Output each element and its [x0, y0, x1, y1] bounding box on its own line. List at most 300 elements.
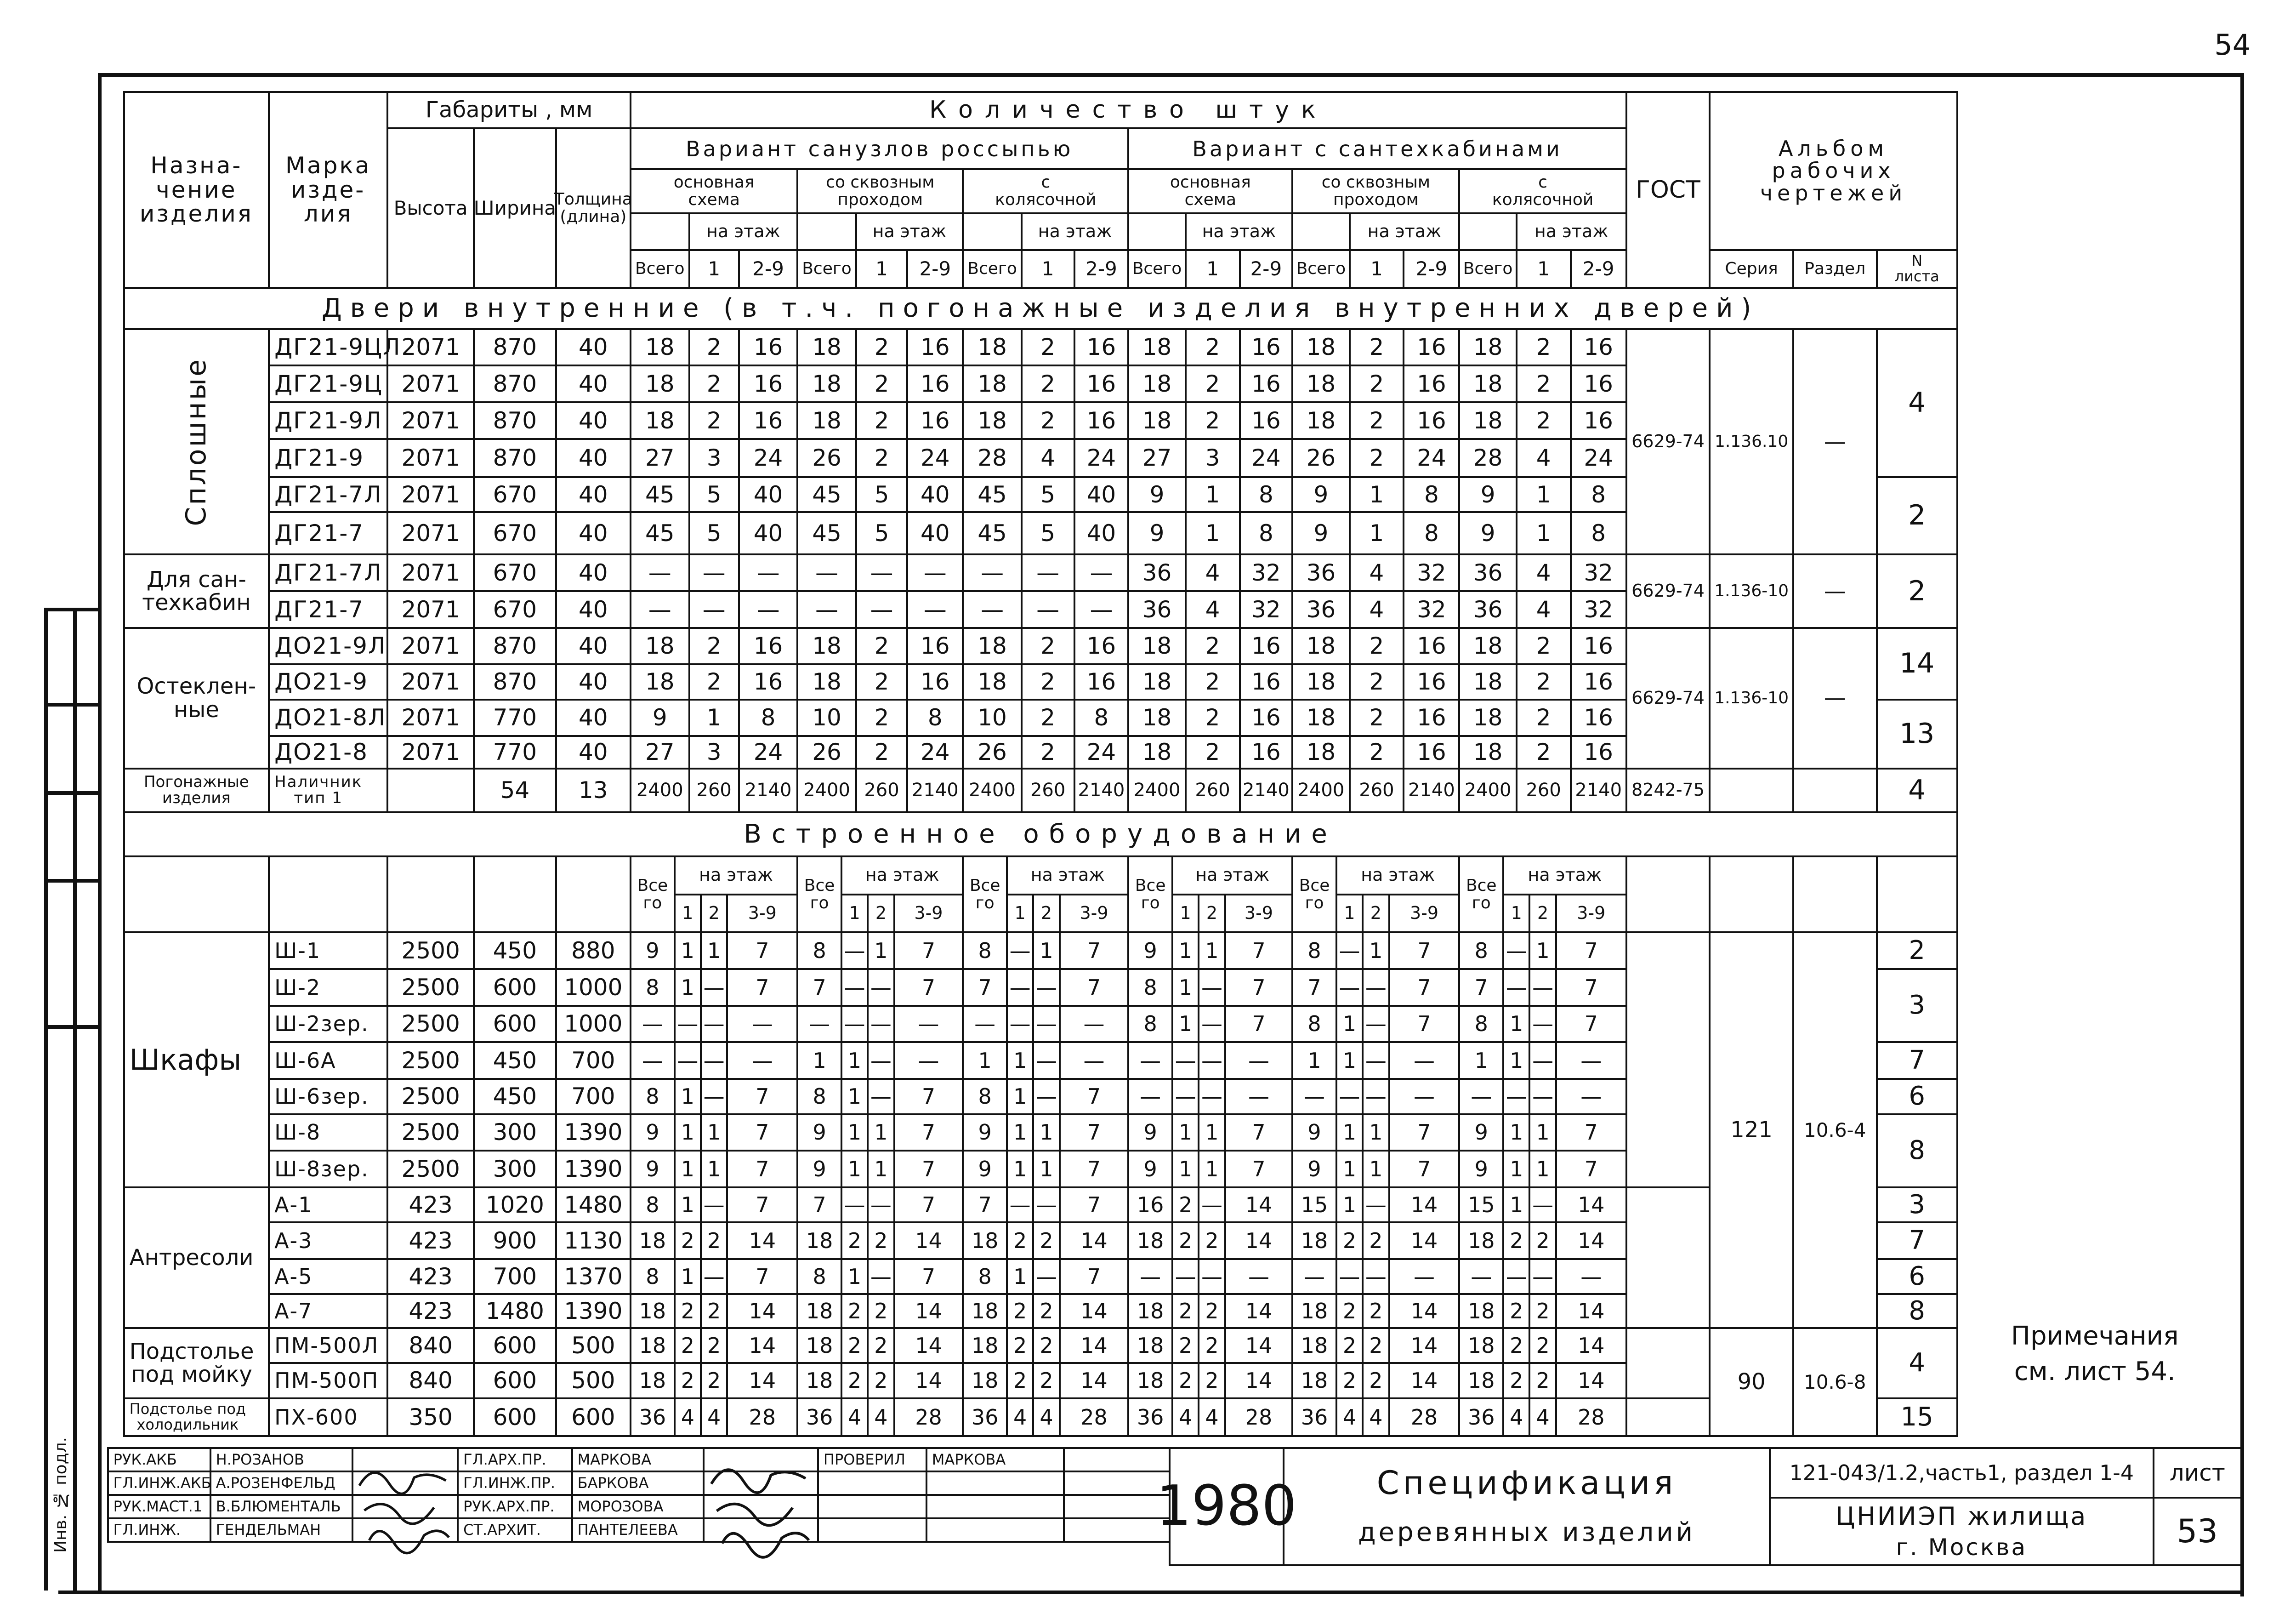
quantity-cell	[630, 1150, 676, 1188]
cell-text: 18	[971, 1333, 999, 1358]
cell-text: 2071	[401, 739, 460, 766]
quantity-cell	[906, 735, 964, 769]
quantity-cell	[630, 438, 690, 478]
header-floors-2-9	[1570, 249, 1627, 289]
cell-text: 2500	[401, 937, 460, 964]
cell-text: 2	[1205, 1298, 1219, 1323]
cell-text: 1	[1369, 1156, 1383, 1181]
quantity-cell	[962, 1041, 1008, 1080]
quantity-cell	[841, 1293, 869, 1328]
cell-text: ПМ-500Л	[274, 1333, 379, 1358]
cell-text: 1	[849, 903, 860, 924]
cell-text: Все го	[1466, 876, 1497, 912]
cell-text: 870	[493, 407, 537, 434]
quantity-cell	[1362, 1186, 1390, 1223]
header-series	[1709, 249, 1794, 289]
cell-text: 2071	[401, 633, 460, 660]
frame-bottom	[58, 1591, 2240, 1594]
quantity-cell	[1171, 1186, 1199, 1223]
quantity-cell	[906, 663, 964, 700]
sheet-cell	[1876, 553, 1958, 628]
cell-text: 18	[1467, 1333, 1495, 1358]
cell-text: 40	[579, 739, 608, 766]
dimension-cell	[473, 365, 557, 403]
quantity-cell	[796, 476, 857, 513]
quantity-cell	[1021, 438, 1075, 478]
cell-text: —	[1083, 1048, 1105, 1073]
quantity-cell	[796, 1327, 842, 1364]
cell-text: 2	[1536, 739, 1551, 766]
cell-text: 2071	[401, 481, 460, 508]
cell-text: 32	[1584, 559, 1613, 586]
quantity-cell	[796, 1397, 842, 1437]
cell-text: 18	[1137, 1228, 1164, 1253]
cell-text: 16	[1584, 334, 1613, 361]
quantity-cell	[1185, 590, 1241, 629]
cell-text: 2	[1040, 1228, 1053, 1253]
cell-text: 1	[1205, 1156, 1219, 1181]
cell-text: 7	[1474, 975, 1488, 1000]
quantity-cell	[1224, 1078, 1294, 1115]
cell-text: 2500	[401, 974, 460, 1001]
frame-line	[44, 879, 98, 883]
cell-text: 1	[1510, 1156, 1523, 1181]
cell-text: 14	[749, 1298, 776, 1323]
cell-text: Подстолье под мойку	[129, 1338, 254, 1388]
quantity-cell	[962, 1186, 1008, 1223]
cell-text: 2140	[911, 780, 959, 801]
cell-text: ДО21-8Л	[274, 704, 386, 731]
header-album	[1709, 91, 1958, 251]
quantity-cell	[1291, 1186, 1337, 1223]
cell-text: 2	[1536, 370, 1551, 397]
cell-text: 870	[493, 633, 537, 660]
cell-text: 1	[1180, 903, 1191, 924]
stamp-name	[210, 1517, 353, 1543]
quantity-cell	[962, 590, 1022, 629]
stamp-name	[926, 1447, 1065, 1472]
quantity-cell	[1388, 1150, 1461, 1188]
cell-text: 40	[579, 596, 608, 623]
cell-text: 2	[1909, 935, 1925, 965]
cell-text: —	[1304, 1084, 1325, 1109]
cell-text: 7	[1252, 1156, 1266, 1181]
cell-text: 16	[1251, 668, 1281, 696]
quantity-cell	[855, 365, 909, 403]
header-dimensions	[386, 91, 631, 130]
cell-text: 1	[1179, 1156, 1193, 1181]
quantity-cell	[1059, 1113, 1130, 1152]
cell-text: 2	[874, 370, 889, 397]
cell-text: основная схема	[1170, 173, 1251, 210]
cell-text: на этаж	[1361, 865, 1435, 885]
cell-text: 770	[493, 704, 537, 731]
group-name	[123, 627, 270, 770]
cell-text: 1130	[564, 1227, 623, 1254]
cell-text: 18	[1142, 334, 1172, 361]
cell-text: 1	[1536, 481, 1551, 508]
quantity-cell	[962, 438, 1022, 478]
cell-text: 260	[1195, 780, 1230, 801]
cell-text: 14	[749, 1228, 776, 1253]
item-brand	[268, 590, 388, 629]
quantity-cell	[906, 401, 964, 440]
quantity-cell	[893, 931, 964, 970]
cell-text: 40	[1086, 519, 1116, 547]
item-brand	[268, 768, 388, 814]
cell-text: —	[1339, 975, 1360, 1000]
quantity-cell	[1403, 328, 1460, 367]
cell-text: —	[870, 975, 892, 1000]
group-name	[123, 931, 270, 1188]
quantity-cell	[867, 1293, 895, 1328]
section-cell	[1792, 627, 1878, 770]
header-scheme	[1127, 168, 1293, 214]
cell-text: на этаж	[872, 221, 947, 241]
cell-text: 2400	[969, 780, 1016, 801]
cell-text: 18	[1473, 407, 1503, 434]
quantity-cell	[1127, 401, 1186, 440]
cell-text: 28	[1473, 444, 1503, 471]
cell-text: 16	[1086, 668, 1116, 696]
quantity-cell	[962, 476, 1022, 513]
cell-text: 2	[1369, 633, 1384, 660]
quantity-cell	[1198, 1041, 1226, 1080]
cell-text: 40	[579, 334, 608, 361]
quantity-cell	[796, 590, 857, 629]
quantity-cell	[1171, 1293, 1199, 1328]
cell-text: 90	[1737, 1369, 1766, 1395]
cell-text: Все го	[637, 876, 668, 912]
cell-text: 7	[756, 1192, 769, 1217]
quantity-cell	[1458, 1397, 1504, 1437]
quantity-cell	[738, 590, 798, 629]
cell-text: 13	[1899, 718, 1935, 750]
quantity-cell	[1239, 438, 1294, 478]
quantity-cell	[674, 1005, 702, 1043]
cell-text: —	[809, 1011, 830, 1037]
item-brand	[268, 968, 388, 1007]
cell-text: 9	[1143, 1120, 1157, 1145]
quantity-cell	[700, 1005, 728, 1043]
quantity-cell	[1006, 1293, 1034, 1328]
quantity-cell	[906, 699, 964, 737]
quantity-cell	[962, 1258, 1008, 1295]
cell-text: 32	[1584, 596, 1613, 623]
cell-text: Всего	[1296, 259, 1346, 279]
quantity-cell	[1458, 968, 1504, 1007]
sheet-cell	[1876, 968, 1958, 1043]
cell-text: Ш-8зер.	[274, 1156, 369, 1181]
quantity-cell	[1458, 438, 1517, 478]
quantity-cell	[855, 735, 909, 769]
cell-text: 2	[1510, 1298, 1523, 1323]
quantity-cell	[1198, 931, 1226, 970]
quantity-cell	[796, 1362, 842, 1399]
cell-text: 27	[645, 444, 675, 471]
cell-text: 3-9	[1577, 903, 1606, 924]
cell-text: —	[918, 1011, 939, 1037]
quantity-cell	[1502, 1113, 1530, 1152]
cell-text: 36	[1306, 596, 1336, 623]
cell-text: 24	[753, 444, 783, 471]
header-floor-2	[1198, 894, 1226, 934]
dimension-cell	[555, 1041, 631, 1080]
header-floor-1	[1185, 249, 1241, 289]
quantity-cell	[1336, 1397, 1364, 1437]
cell-text: —	[918, 1048, 939, 1073]
quantity-cell	[893, 968, 964, 1007]
quantity-cell	[1239, 553, 1294, 592]
cell-text: 18	[812, 633, 841, 660]
cell-text: 4	[1510, 1404, 1523, 1430]
cell-text: Габариты , мм	[425, 97, 593, 123]
stamp-sheet-number	[2153, 1497, 2242, 1566]
quantity-cell	[1127, 553, 1186, 592]
cell-text: ГЛ.ИНЖ.	[113, 1521, 181, 1539]
quantity-cell	[1171, 1397, 1199, 1437]
header-floors-3-9	[1224, 894, 1294, 934]
cell-text: 1000	[564, 1010, 623, 1038]
cell-text: на этаж	[1030, 865, 1105, 885]
cell-text: 423	[409, 1263, 453, 1290]
header-floors-3-9	[1555, 894, 1627, 934]
quantity-cell	[1127, 476, 1186, 513]
cell-text: Всего	[967, 259, 1017, 279]
quantity-cell	[1171, 1113, 1199, 1152]
cell-text: 1	[1179, 938, 1193, 963]
item-brand	[268, 1221, 388, 1260]
cell-text: ПАНТЕЛЕЕВА	[577, 1521, 678, 1539]
cell-text: 1	[1510, 1192, 1523, 1217]
quantity-cell	[1349, 627, 1405, 666]
quantity-cell	[1032, 1150, 1060, 1188]
quantity-cell	[1362, 1150, 1390, 1188]
cell-text: 260	[1030, 780, 1066, 801]
quantity-cell	[1458, 1293, 1504, 1328]
dimension-cell	[473, 627, 557, 666]
cell-text: 2	[847, 1368, 862, 1393]
cell-text: 2	[847, 1228, 862, 1253]
quantity-cell	[1336, 1186, 1364, 1223]
quantity-cell	[630, 1078, 676, 1115]
dimension-cell	[386, 1221, 475, 1260]
series-cell	[1709, 768, 1794, 814]
quantity-cell	[1224, 1150, 1294, 1188]
cell-text: 4	[1040, 444, 1056, 471]
cell-text: 40	[579, 519, 608, 547]
cell-text: 2	[707, 1298, 721, 1323]
cell-text: РУК.МАСТ.1	[113, 1497, 203, 1515]
cell-text: 45	[978, 481, 1007, 508]
quantity-cell	[1171, 1005, 1199, 1043]
quantity-cell	[1529, 1005, 1557, 1043]
dimension-cell	[473, 1327, 557, 1364]
cell-text: 2071	[401, 668, 460, 696]
cell-text: —	[677, 1048, 699, 1073]
cell-text: 1	[1536, 1156, 1550, 1181]
cell-text: 1	[1205, 519, 1220, 547]
series-cell	[1709, 627, 1794, 770]
cell-text: 9	[1480, 519, 1495, 547]
cell-text: 4	[1369, 559, 1384, 586]
quantity-cell	[630, 553, 690, 592]
cell-text: 1	[1179, 975, 1193, 1000]
quantity-cell	[630, 968, 676, 1007]
cell-text: 4	[1908, 774, 1926, 806]
quantity-cell	[841, 1397, 869, 1437]
cell-text: 670	[493, 519, 537, 547]
cell-text: 1	[681, 1120, 694, 1145]
stamp-name	[926, 1471, 1065, 1496]
cell-text: 2	[1908, 575, 1926, 607]
cell-text: 2	[874, 1228, 888, 1253]
quantity-cell	[1291, 931, 1337, 970]
quantity-cell	[1291, 1327, 1337, 1364]
header-per-floor	[1502, 855, 1627, 895]
cell-text: —	[1201, 1192, 1222, 1217]
header-total	[1291, 249, 1350, 289]
cell-text: 7	[756, 938, 769, 963]
cell-text: 2400	[1297, 780, 1345, 801]
quantity-cell	[674, 968, 702, 1007]
cell-text: 4	[1205, 559, 1220, 586]
cell-text: 2	[681, 1333, 694, 1358]
cell-text: 9	[813, 1120, 826, 1145]
cell-text: 8	[1143, 1011, 1157, 1037]
item-brand	[268, 1258, 388, 1295]
quantity-cell	[1516, 735, 1572, 769]
cell-text: 2	[874, 1368, 888, 1393]
quantity-cell	[1127, 1078, 1173, 1115]
gost-cell	[1625, 1397, 1711, 1437]
header-per-floor	[674, 855, 799, 895]
cell-text: 2	[1040, 334, 1056, 361]
cell-text: 16	[1417, 633, 1446, 660]
cell-text: 7	[921, 1192, 936, 1217]
cell-text: 7	[921, 1084, 936, 1109]
quantity-cell	[630, 511, 690, 555]
cell-text: 4	[1369, 596, 1384, 623]
header-per-floor	[1516, 212, 1627, 251]
quantity-cell	[1458, 931, 1504, 970]
cell-text: 16	[1137, 1192, 1164, 1217]
cell-text: 1	[1370, 257, 1383, 280]
dimension-cell	[555, 1362, 631, 1399]
cell-text: на этаж	[865, 865, 939, 885]
quantity-cell	[738, 768, 798, 814]
quantity-cell	[1502, 1221, 1530, 1260]
dimension-cell	[386, 1113, 475, 1152]
cell-text: —	[1580, 1084, 1602, 1109]
cell-text: 7	[1252, 975, 1266, 1000]
quantity-cell	[1291, 768, 1350, 814]
quantity-cell	[1239, 401, 1294, 440]
cell-text: на этаж	[1367, 221, 1442, 241]
cell-text: 2	[1510, 1228, 1523, 1253]
quantity-cell	[1362, 968, 1390, 1007]
dimension-cell	[555, 1113, 631, 1152]
quantity-cell	[726, 1221, 798, 1260]
cell-text: 3-9	[914, 903, 943, 924]
quantity-cell	[1291, 438, 1350, 478]
quantity-cell	[1059, 1150, 1130, 1188]
quantity-cell	[1529, 1078, 1557, 1115]
cell-text: 36	[1301, 1404, 1328, 1430]
quantity-cell	[630, 735, 690, 769]
cell-text: 2	[874, 668, 889, 696]
cell-text: 24	[1251, 444, 1281, 471]
quantity-cell	[1458, 699, 1517, 737]
cell-text: 2	[1040, 1298, 1053, 1323]
cell-text: 26	[812, 444, 841, 471]
dimension-cell	[473, 663, 557, 700]
cell-text: 1	[847, 1264, 862, 1289]
quantity-cell	[841, 1362, 869, 1399]
cell-text: —	[844, 975, 865, 1000]
dimension-cell	[473, 1041, 557, 1080]
cell-text: 1	[707, 1120, 721, 1145]
quantity-cell	[1458, 1113, 1504, 1152]
quantity-cell	[700, 1186, 728, 1223]
cell-text: 28	[749, 1404, 776, 1430]
quantity-cell	[1171, 1150, 1199, 1188]
cell-text: 1	[707, 1156, 721, 1181]
cell-text: 18	[978, 668, 1007, 696]
cell-text: 14	[1245, 1228, 1273, 1253]
cell-text: 8	[978, 1084, 992, 1109]
cell-text: 14	[1410, 1333, 1438, 1358]
cell-text: Наличник тип 1	[274, 772, 363, 808]
quantity-cell	[1362, 1113, 1390, 1152]
cell-text: 870	[493, 334, 537, 361]
cell-text: 9	[1474, 1120, 1488, 1145]
cell-text: 2	[1510, 1368, 1523, 1393]
dimension-cell	[555, 1150, 631, 1188]
cell-text: —	[703, 1011, 725, 1037]
quantity-cell	[688, 735, 740, 769]
dimension-cell	[473, 553, 557, 592]
dimension-cell	[473, 1221, 557, 1260]
quantity-cell	[1032, 1327, 1060, 1364]
cell-text: 15	[1467, 1192, 1495, 1217]
quantity-cell	[796, 1078, 842, 1115]
quantity-cell	[700, 1113, 728, 1152]
cell-text: 2500	[401, 1155, 460, 1182]
header-floor-1	[1021, 249, 1075, 289]
quantity-cell	[1502, 1293, 1530, 1328]
cell-text: 1	[1510, 1120, 1523, 1145]
cell-text: —	[751, 1048, 773, 1073]
cell-text: —	[870, 596, 893, 623]
gost-cell	[1625, 328, 1711, 556]
cell-text: деревянных изделий	[1358, 1517, 1696, 1548]
quantity-cell	[1127, 699, 1186, 737]
cell-text: А.РОЗЕНФЕЛЬД	[216, 1474, 335, 1492]
cell-text: 36	[1142, 559, 1172, 586]
dimension-cell	[555, 735, 631, 769]
cell-text: 700	[571, 1083, 615, 1110]
cell-text: 1	[1510, 1011, 1523, 1037]
cell-text: 14	[1410, 1368, 1438, 1393]
stamp-role	[817, 1447, 927, 1472]
cell-text: 7	[1909, 1045, 1925, 1075]
cell-text: 26	[812, 739, 841, 766]
cell-text: —	[844, 938, 865, 963]
quantity-cell	[1239, 627, 1294, 666]
cell-text: 2	[874, 633, 889, 660]
cell-text: 1	[707, 938, 721, 963]
